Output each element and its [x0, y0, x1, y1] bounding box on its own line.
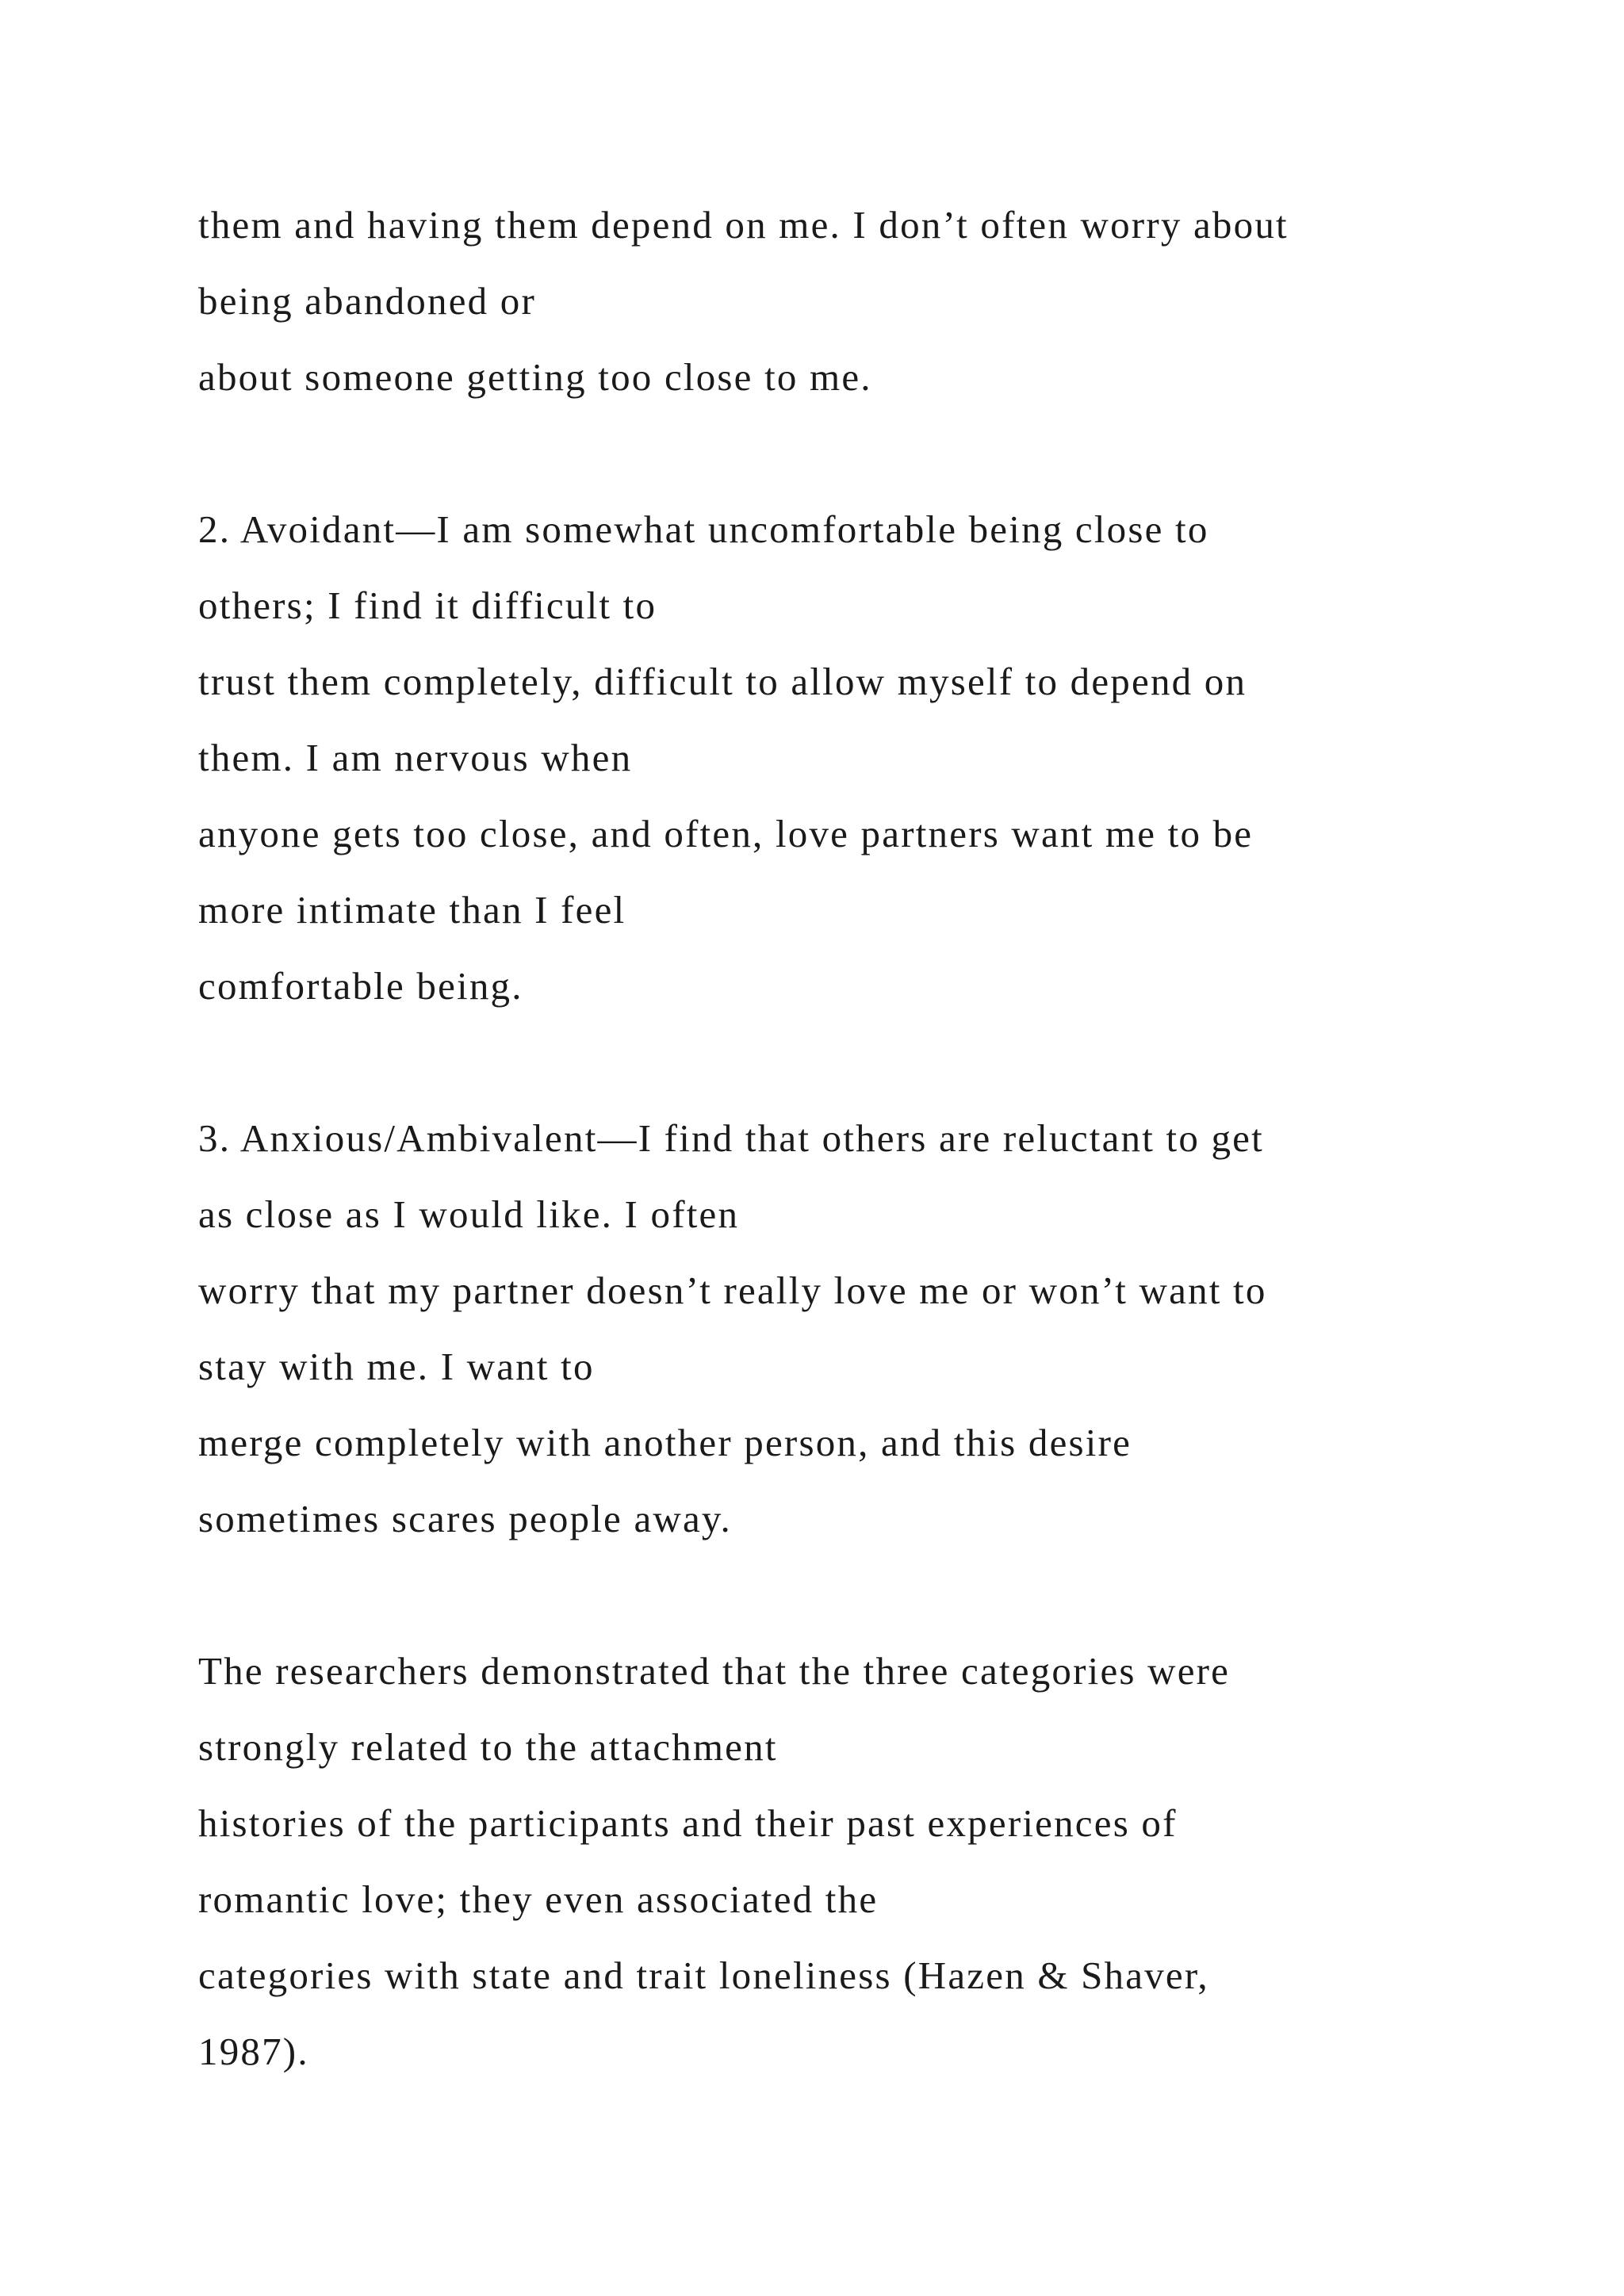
text-line: them and having them depend on me. I don’t often worry about	[198, 203, 1289, 247]
paragraph-avoidant	[198, 492, 1467, 1024]
text-line: categories with state and trait loneliness (Hazen & Shaver,	[198, 1954, 1209, 1997]
text-line: worry that my partner doesn’t really love me or won’t want to	[198, 1269, 1267, 1312]
paragraph-spacer	[198, 1024, 1467, 1100]
text-line: sometimes scares people away.	[198, 1497, 732, 1540]
text-line: anyone gets too close, and often, love partners want me to be	[198, 812, 1254, 855]
text-line: stay with me. I want to	[198, 1345, 595, 1388]
text-line: 2. Avoidant—I am somewhat uncomfortable being close to	[198, 507, 1209, 551]
text-line: more intimate than I feel	[198, 888, 626, 932]
paragraph-spacer	[198, 1557, 1467, 1633]
text-line: The researchers demonstrated that the three categories were	[198, 1649, 1231, 1693]
text-line: them. I am nervous when	[198, 736, 633, 779]
paragraph-spacer	[198, 415, 1467, 492]
text-line: others; I find it difficult to	[198, 584, 657, 627]
paragraph-secure-continuation	[198, 187, 1467, 415]
text-line: histories of the participants and their past experiences of	[198, 1801, 1178, 1845]
text-line: 1987).	[198, 2030, 309, 2073]
text-line: comfortable being.	[198, 964, 523, 1008]
text-line: trust them completely, difficult to allow myself to depend on	[198, 660, 1247, 703]
paragraph-anxious-ambivalent	[198, 1100, 1467, 1557]
text-line: about someone getting too close to me.	[198, 355, 872, 399]
body-text	[198, 187, 1467, 2090]
text-line: being abandoned or	[198, 279, 537, 323]
text-line: 3. Anxious/Ambivalent—I find that others are reluctant to get	[198, 1116, 1264, 1160]
paragraph-researchers	[198, 1633, 1467, 2090]
text-line: romantic love; they even associated the	[198, 1877, 879, 1921]
text-line: as close as I would like. I often	[198, 1192, 740, 1236]
text-line: strongly related to the attachment	[198, 1725, 778, 1769]
text-line: merge completely with another person, and this desire	[198, 1421, 1132, 1464]
